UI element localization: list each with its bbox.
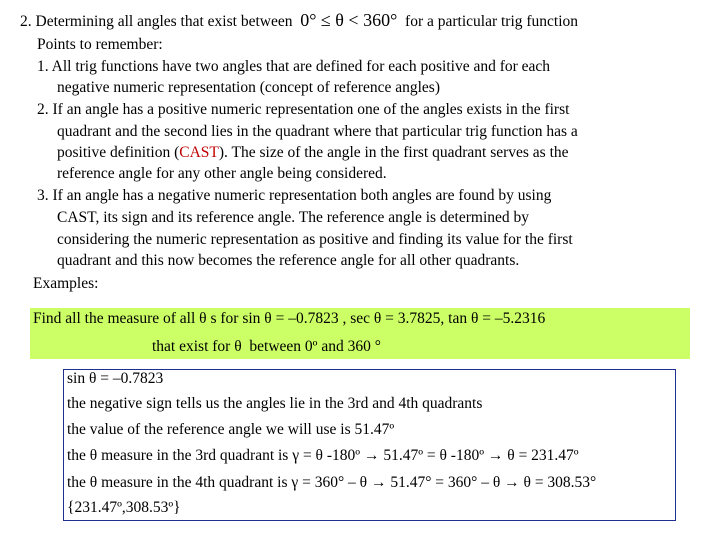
theta-symbol-2: θ	[234, 338, 242, 355]
prompt-line-2-b: between 0º and 360 °	[249, 338, 381, 355]
prompt-line-2-a: that exist for	[152, 338, 231, 355]
solution-line-1: sin θ = –0.7823	[67, 370, 164, 387]
section-title	[20, 10, 578, 31]
solution-line-2: the negative sign tells us the angles lie in the 3rd and 4th quadrants	[67, 395, 483, 412]
point-2-line-3	[57, 144, 569, 162]
points-heading: Points to remember:	[37, 36, 163, 53]
cast-term: CAST	[179, 144, 219, 161]
title-suffix: for a particular trig function	[405, 13, 579, 30]
point-2-line-3-pre: positive definition (	[57, 144, 180, 161]
title-prefix: 2. Determining all angles that exist between	[20, 13, 293, 30]
solution-line-4: the θ measure in the 3rd quadrant is γ = θ -180º → 51.47º = θ -180º → θ = 231.47º	[67, 447, 579, 464]
solution-box	[63, 369, 676, 521]
solution-line-3: the value of the reference angle we will use is 51.47º	[67, 421, 395, 438]
point-3-line-4: quadrant and this now becomes the reference angle for all other quadrants.	[57, 252, 520, 269]
examples-label: Examples:	[33, 275, 99, 292]
point-2-line-3-post: ). The size of the angle in the first quadrant serves as the	[218, 144, 569, 161]
prompt-text-b: s for sin θ = –0.7823 , sec θ = 3.7825, tan θ = –5.2316	[210, 310, 546, 327]
point-1-line-2: negative numeric representation (concept of reference angles)	[57, 79, 440, 96]
point-2-line-1: 2. If an angle has a positive numeric representation one of the angles exists in the first	[37, 101, 570, 118]
point-3-line-3: considering the numeric representation as positive and finding its value for the first	[57, 231, 573, 248]
solution-line-5: the θ measure in the 4th quadrant is γ = 360° – θ → 51.47° = 360° – θ → θ = 308.53°	[67, 474, 597, 491]
point-1-line-1: 1. All trig functions have two angles that are defined for each positive and for each	[37, 58, 551, 75]
point-3-line-2: CAST, its sign and its reference angle. The reference angle is determined by	[57, 209, 530, 226]
prompt-text-a: Find all the measure of all	[33, 310, 196, 327]
solution-line-6: {231.47º,308.53º}	[67, 499, 181, 516]
example-prompt-line-1	[33, 310, 545, 328]
example-prompt-line-2	[152, 338, 381, 356]
point-2-line-2: quadrant and the second lies in the quadrant where that particular trig function has a	[57, 123, 578, 140]
point-3-line-1: 3. If an angle has a negative numeric representation both angles are found by using	[37, 187, 552, 204]
angle-range: 0° ≤ θ < 360°	[300, 10, 398, 30]
point-2-line-4: reference angle for any other angle being considered.	[57, 165, 387, 182]
theta-symbol: θ	[199, 310, 207, 327]
